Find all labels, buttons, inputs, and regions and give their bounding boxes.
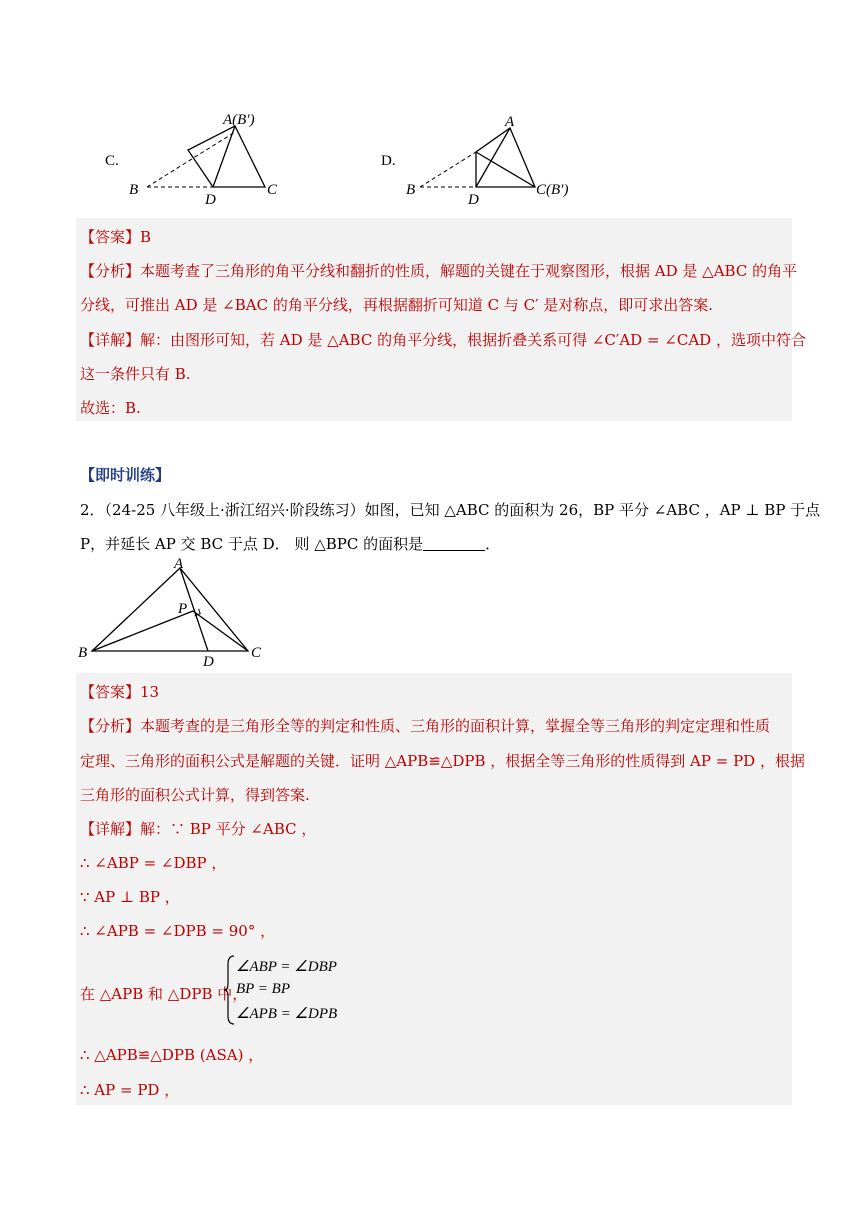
detail1-line3: 故选：B. [80,399,141,417]
q2-line-bp [92,611,193,651]
fig-c-label-c: C [267,182,278,198]
detail2-step1: 解：∵ BP 平分 ∠ABC ， [140,820,317,838]
question2-line2-text: P，并延长 AP 交 BC 于点 D． 则 △BPC 的面积是 [80,535,424,553]
system-brace [224,954,236,1026]
figure-question2 [76,556,276,671]
figure-option-d [402,108,582,208]
analysis2-line2: 定理、三角形的面积公式是解题的关键．证明 △APB≌△DPB ，根据全等三角形的性质得到 AP = PD ，根据 [80,752,805,770]
answer2-row [80,681,159,702]
fig-c-label-b: B [129,182,139,198]
answer1-value: B [140,228,152,246]
detail1-line2: 这一条件只有 B. [80,365,191,383]
q2-label-b: B [78,645,88,661]
answer2-tag: 【答案】 [80,683,141,701]
analysis2-row1 [80,715,770,736]
q2-label-p: P [178,601,188,617]
analysis1-line2: 分线，可推出 AD 是 ∠BAC 的角平分线，再根据翻折可知道 C 与 C′ 是对称点，即可求出答案. [80,296,714,314]
fig-c-label-a: A(B′) [223,112,255,128]
analysis2-tag: 【分析】 [80,717,141,735]
answer-box-2 [76,673,792,1105]
fig-d-label-c: C(B′) [536,182,569,198]
detail2-tag: 【详解】 [80,820,141,838]
fig-d-label-a: A [505,114,515,130]
answer1-tag: 【答案】 [80,228,141,246]
q2-label-a: A [174,556,184,572]
analysis2-line3: 三角形的面积公式计算，得到答案. [80,786,310,804]
q2-label-c: C [251,645,262,661]
detail1-line1: 解：由图形可知，若 AD 是 △ABC 的角平分线，根据折叠关系可得 ∠C′AD = ∠CAD ，选项中符合 [140,331,806,349]
answer2-value: 13 [140,683,160,701]
answer-box-1 [76,218,792,421]
system-row-1: ∠ABP = ∠DBP [236,959,337,975]
analysis1-line1: 本题考查了三角形的角平分线和翻折的性质，解题的关键在于观察图形，根据 AD 是 △ABC 的角平 [140,262,798,280]
q2-triangle-abc [92,568,248,651]
q2-label-d: D [203,654,214,670]
analysis1-tag: 【分析】 [80,262,141,280]
answer-blank [423,536,485,551]
analysis2-line1: 本题考查的是三角形全等的判定和性质、三角形的面积计算，掌握全等三角形的判定定理和性质 [140,717,771,735]
detail2-step5: 在 △APB 和 △DPB 中， [80,985,248,1003]
detail2-step4: ∴ ∠APB = ∠DPB = 90° ， [80,922,276,940]
fig-c-triangle [188,126,265,187]
detail1-tag: 【详解】 [80,331,141,349]
detail1-row1 [80,329,806,350]
fig-c-label-d: D [205,192,216,208]
fig-d-label-d: D [468,192,479,208]
question2-line2-end: ． [485,535,501,553]
option-d-label: D. [381,153,396,169]
answer1-row [80,226,151,247]
detail2-step2: ∴ ∠ABP = ∠DBP ， [80,854,227,872]
analysis1-row1 [80,260,797,281]
figure-option-c [125,108,285,208]
fig-c-dashed-ba [147,132,235,187]
system-row-3: ∠APB = ∠DPB [236,1006,338,1022]
fig-d-fold [476,152,535,187]
detail2-step7: ∴ AP = PD ， [80,1081,180,1099]
fig-d-dashed-ba [420,152,476,187]
fig-d-label-b: B [406,182,416,198]
fig-d-ad [476,128,510,187]
system-row-2: BP = BP [236,981,291,997]
option-c-label: C. [105,153,119,169]
section-title: 【即时训练】 [80,466,171,484]
detail2-step3: ∵ AP ⊥ BP ， [80,888,180,906]
detail2-row1 [80,818,316,839]
question2-line1: 2．（24-25 八年级上·浙江绍兴·阶段练习）如图，已知 △ABC 的面积为 26，BP 平分 ∠ABC ，AP ⊥ BP 于点 [80,501,821,519]
question2-line2 [80,533,500,554]
detail2-step6: ∴ △APB≌△DPB (ASA) ， [80,1046,264,1064]
